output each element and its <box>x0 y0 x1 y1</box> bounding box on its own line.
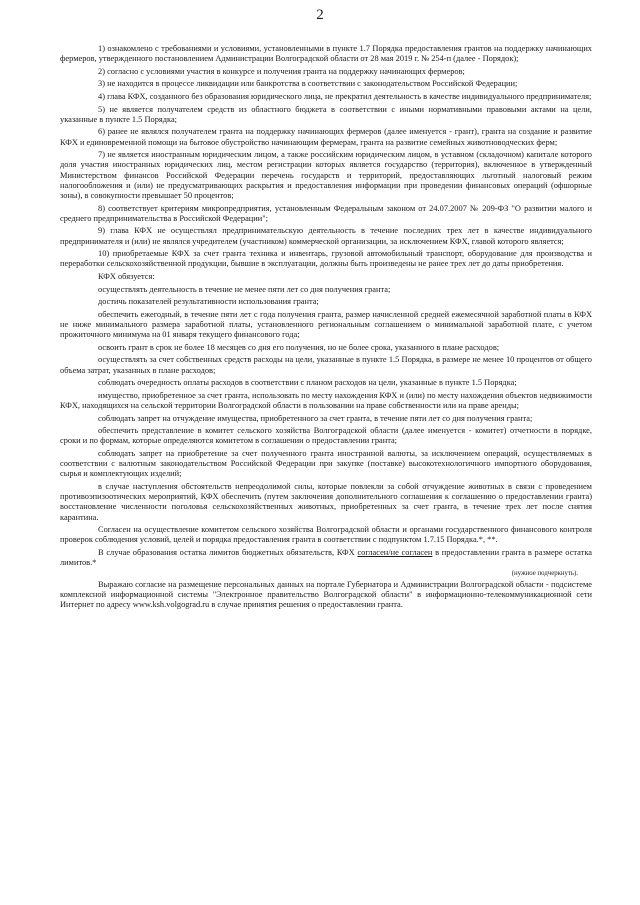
obligation-4: освоить грант в срок не более 18 месяцев со дня его получения, но не более срока, указанного в плане расходов; <box>98 342 500 352</box>
condition-7: 7) не является иностранным юридическим лицом, а также российским юридическим лицом, в уставном (складочном) капитале которого доля участия иностранных юридических лиц, местом регистрации которых является государство (территория), включенное в утвержденный Министерством финансов Российской Федерации перечень государств и территорий, предоставляющих льготный налоговый режим налогообложения и (или) не предусматривающих раскрытия и предоставления информации при проведении финансовых операций (офшорные зоны), в совокупности превышает 50 процентов; <box>60 150 592 200</box>
consent-control-paragraph: Согласен на осуществление комитетом сельского хозяйства Волгоградской области и органами государственного финансового контроля проверок соблюдения условий, целей и порядка предоставления гранта в соответствии с подпунктом 1.7.15 Порядка.*, **. <box>60 525 592 545</box>
condition-9: 9) глава КФХ не осуществлял предпринимательскую деятельность в течение последних трех лет в качестве индивидуального предпринимателя и (или) не являлся учредителем (участником) коммерческой организации, за исключением КФХ, главой которого является; <box>60 226 592 246</box>
obligation-11: в случае наступления обстоятельств непреодолимой силы, которые повлекли за собой отчуждение животных в связи с проведением противоэпизоотических мероприятий, КФХ обеспечить (путем заключения дополнительного соглашения к соглашению о предоставлении гранта) восстановление численности поголовья сельскохозяйственных животных, приобретенных за счет гранта, в течение трех лет после снятия карантина. <box>60 481 592 522</box>
condition-8: 8) соответствует критериям микропредприятия, установленным Федеральным законом от 24.07.2007 № 209-ФЗ "О развитии малого и среднего предпринимательства в Российской Федерации"; <box>60 203 592 223</box>
condition-10: 10) приобретаемые КФХ за счет гранта техника и инвентарь, грузовой автомобильный транспорт, оборудование для производства и переработки сельскохозяйственной продукции, бывшие в эксплуатации, должны быть произведены не ранее трех лет до даты приобретения. <box>60 249 592 269</box>
obligation-2: достичь показателей результативности использования гранта; <box>98 297 319 307</box>
obligation-7: имущество, приобретенное за счет гранта, использовать по месту нахождения КФХ и (или) по месту нахождения объектов недвижимости КФХ, находящихся на сельской территории Волгоградской области в пользовании на праве собственности или на праве аренды; <box>60 390 592 410</box>
obligation-1: осуществлять деятельность в течение не менее пяти лет со дня получения гранта; <box>98 284 391 294</box>
condition-1: 1) ознакомлено с требованиями и условиями, установленными в пункте 1.7 Порядка предоставления грантов на поддержку начинающих фермеров, утвержденного постановлением Администрации Волгоградской области от 28 мая 2019 г. № 254-п (далее - Порядок); <box>60 44 592 64</box>
personal-data-consent: Выражаю согласие на размещение персональных данных на портале Губернатора и Администрации Волгоградской области - подсистеме комплексной информационной системы "Электронное правительство Волгоградской области" в информационно-телекоммуникационной сети Интернет по адресу www.ksh.volgograd.ru в случае принятия решения о предоставлении гранта. <box>60 579 592 610</box>
obligation-8: соблюдать запрет на отчуждение имущества, приобретенного за счет гранта, в течение пяти лет со дня получения гранта; <box>98 413 533 423</box>
remainder-prefix: В случае образования остатка лимитов бюджетных обязательств, КФХ <box>98 547 358 557</box>
obligation-10: соблюдать запрет на приобретение за счет полученного гранта иностранной валюты, за исключением операций, осуществляемых в соответствии с валютным законодательством Российской Федерации при закупке (поставке) высокотехнологичного импортного оборудования, сырья и комплектующих изделий; <box>60 448 592 479</box>
condition-2: 2) согласно с условиями участия в конкурсе и получения гранта на поддержку начинающих фермеров; <box>98 66 465 76</box>
page-number: 2 <box>316 7 324 23</box>
underline-note: (нужное подчеркнуть). <box>511 569 578 577</box>
obligation-5: осуществлять за счет собственных средств расходы на цели, указанные в пункте 1.5 Порядка, в размере не менее 10 процентов от общего объема затрат, указанных в плане расходов; <box>60 355 592 375</box>
obligation-3: обеспечить ежегодный, в течение пяти лет с года получения гранта, размер начисленной средней ежемесячной заработной платы в КФХ не ниже минимального размера заработной платы, установленного региональным соглашением о минимальной заработной плате, с учетом прожиточного минимума на 01 января текущего финансового года; <box>60 309 592 340</box>
remainder-consent-paragraph <box>60 548 592 568</box>
condition-5: 5) не является получателем средств из областного бюджета в соответствии с иными нормативными правовыми актами на цели, указанные в пункте 1.5 Порядка; <box>60 104 592 124</box>
remainder-choice: согласен/не согласен <box>357 547 433 557</box>
remainder-suffix: в предоставлении гранта в размере остатка лимитов.* <box>60 547 592 568</box>
document-body <box>60 44 592 613</box>
condition-4: 4) глава КФХ, созданного без образования юридического лица, не прекратил деятельность в качестве индивидуального предпринимателя; <box>98 91 592 101</box>
obligation-9: обеспечить представление в комитет сельского хозяйства Волгоградской области (далее именуется - комитет) отчетности в порядке, сроки и по формам, которые определяются комитетом в соглашении о предоставлении гранта; <box>60 426 592 446</box>
condition-6: 6) ранее не являлся получателем гранта на поддержку начинающих фермеров (далее именуется - грант), гранта на создание и развитие КФХ и единовременной помощи на бытовое обустройство начинающим фермерам, гранта на развитие семейных животноводческих ферм; <box>60 127 592 147</box>
obligation-6: соблюдать очередность оплаты расходов в соответствии с планом расходов на цели, указанные в пункте 1.5 Порядка; <box>98 378 517 388</box>
condition-3: 3) не находится в процессе ликвидации или банкротства в соответствии с законодательством Российской Федерации; <box>98 79 518 89</box>
obligations-heading: КФХ обязуется: <box>98 271 155 281</box>
